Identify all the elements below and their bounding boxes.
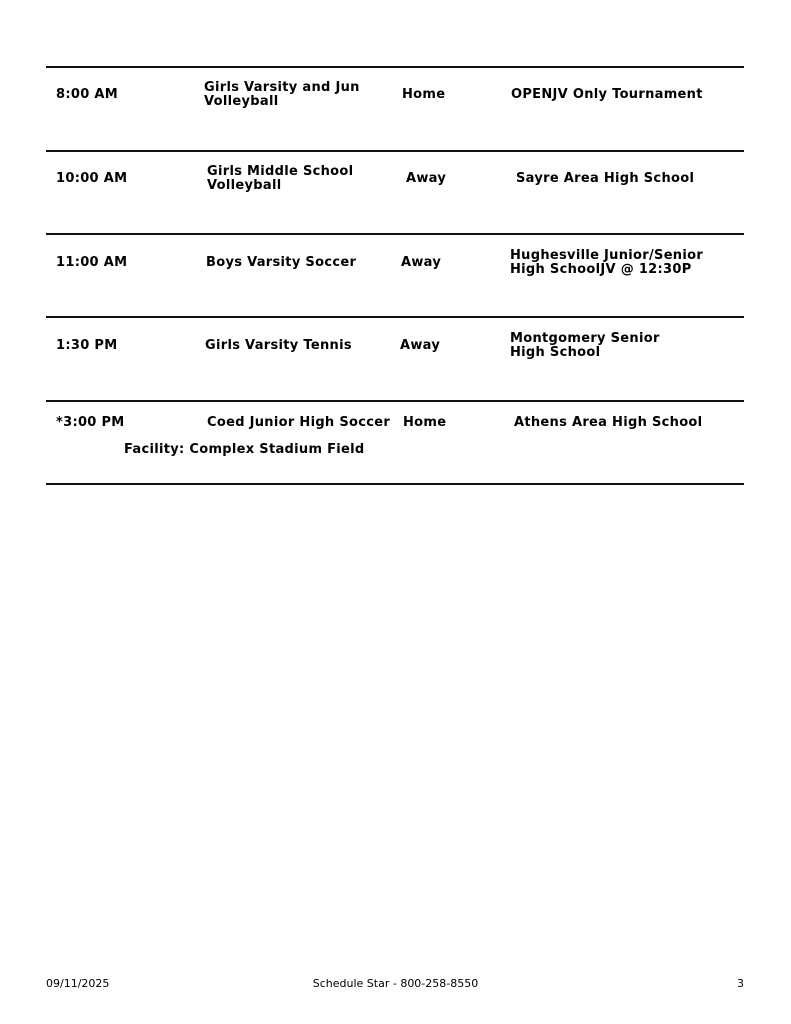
- event-location: Away: [401, 255, 442, 270]
- event-time: 11:00 AM: [56, 255, 128, 270]
- event-name: Girls Middle School Volleyball: [207, 164, 354, 193]
- event-name: Girls Varsity and Jun Volleyball: [204, 80, 360, 109]
- schedule-row: [46, 235, 744, 317]
- event-opponent: Athens Area High School: [514, 415, 703, 430]
- event-location: Away: [400, 338, 441, 353]
- event-time: 10:00 AM: [56, 171, 128, 186]
- event-facility: Facility: Complex Stadium Field: [124, 442, 365, 457]
- event-location: Home: [403, 415, 447, 430]
- event-opponent: Sayre Area High School: [516, 171, 695, 186]
- footer-center: Schedule Star - 800-258-8550: [312, 977, 479, 990]
- event-time: 1:30 PM: [56, 338, 118, 353]
- event-location: Home: [402, 87, 446, 102]
- event-name: Boys Varsity Soccer: [206, 255, 357, 270]
- event-location: Away: [406, 171, 447, 186]
- page-number: 3: [737, 977, 744, 990]
- schedule-row: [46, 152, 744, 234]
- event-name: Coed Junior High Soccer: [207, 415, 391, 430]
- schedule-row: [46, 68, 744, 150]
- schedule-row: [46, 402, 744, 484]
- schedule-row: [46, 318, 744, 400]
- event-opponent: OPENJV Only Tournament: [511, 87, 703, 102]
- event-opponent: Montgomery Senior High School: [510, 331, 660, 360]
- event-name: Girls Varsity Tennis: [205, 338, 352, 353]
- footer-date: 09/11/2025: [46, 977, 110, 990]
- event-opponent: Hughesville Junior/Senior High SchoolJV @ 12:30P: [510, 248, 704, 277]
- event-time: 8:00 AM: [56, 87, 118, 102]
- event-time: *3:00 PM: [56, 415, 125, 430]
